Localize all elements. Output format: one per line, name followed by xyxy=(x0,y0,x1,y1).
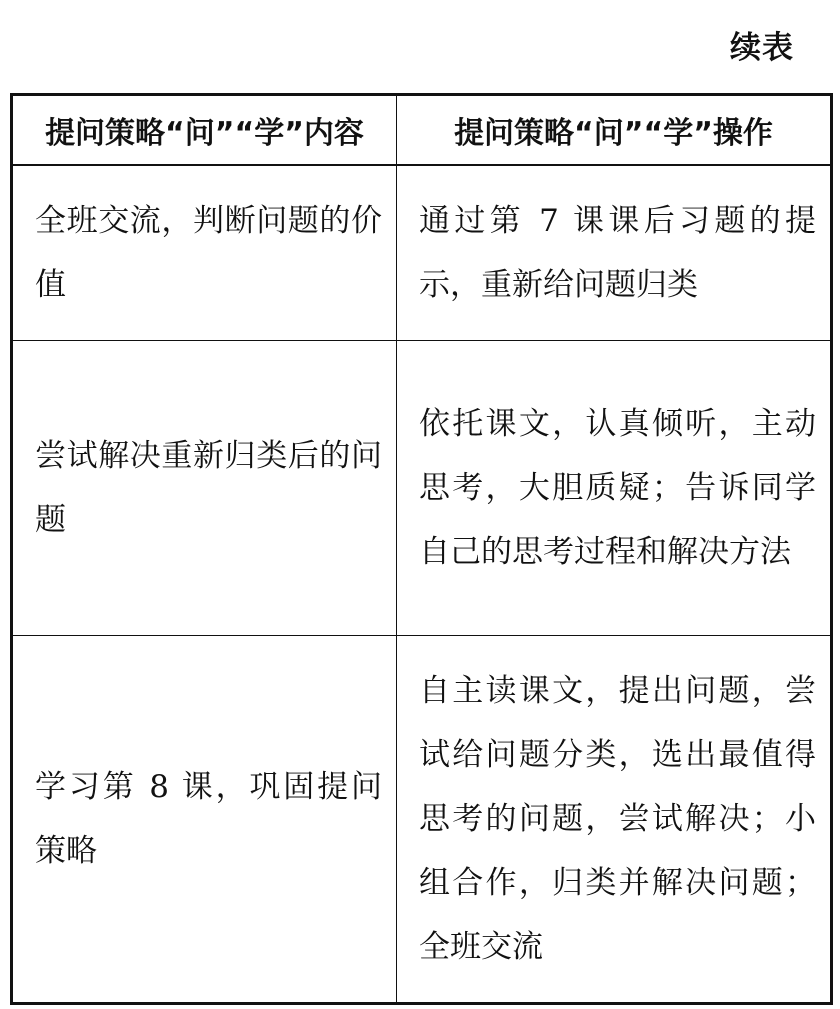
table-row xyxy=(12,341,832,636)
table-row xyxy=(12,636,832,1004)
operation-text: 通过第 7 课课后习题的提示，重新给问题归类 xyxy=(419,203,816,303)
header-content: 提问策略“问”“学”内容 xyxy=(12,95,397,166)
header-operation: 提问策略“问”“学”操作 xyxy=(397,95,832,166)
table-continued-caption: 续表 xyxy=(730,30,794,66)
content-text: 尝试解决重新归类后的问题 xyxy=(35,438,382,538)
content-cell xyxy=(12,636,397,1004)
operation-cell xyxy=(397,341,832,636)
table-row xyxy=(12,165,832,341)
content-cell xyxy=(12,165,397,341)
operation-cell xyxy=(397,165,832,341)
content-text: 学习第 8 课，巩固提问策略 xyxy=(35,769,382,869)
content-cell xyxy=(12,341,397,636)
strategy-table xyxy=(10,93,833,1005)
operation-text: 依托课文，认真倾听，主动思考，大胆质疑；告诉同学自己的思考过程和解决方法 xyxy=(419,406,816,570)
content-text: 全班交流，判断问题的价值 xyxy=(35,203,382,303)
table-header-row xyxy=(12,95,832,166)
operation-cell xyxy=(397,636,832,1004)
operation-text: 自主读课文，提出问题，尝试给问题分类，选出最值得思考的问题，尝试解决；小组合作，归类并解决问题；全班交流 xyxy=(419,673,816,965)
